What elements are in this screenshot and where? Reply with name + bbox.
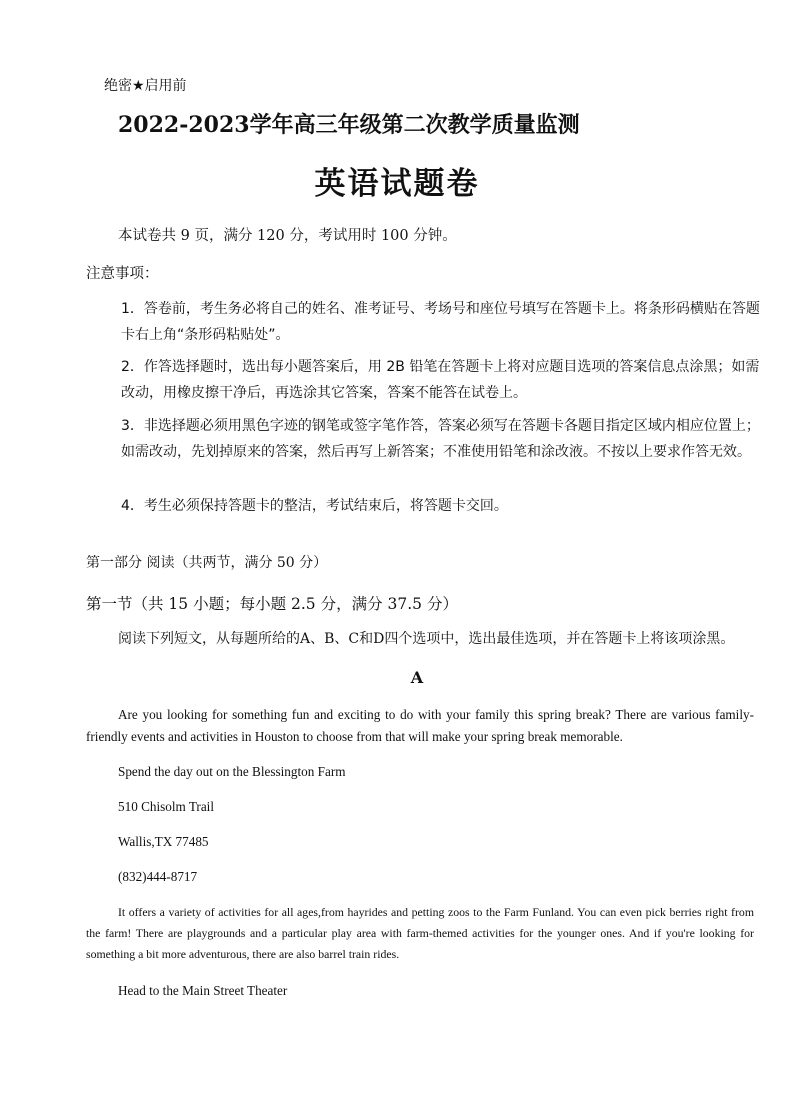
venue-title: Head to the Main Street Theater [118, 983, 288, 998]
subject-title: 英语试题卷 [314, 166, 480, 202]
venue-title: Spend the day out on the Blessington Farm [118, 764, 346, 779]
passage-intro-paragraph: Are you looking for something fun and exciting to do with your family this spring break? There are various family-friendly events and activities in Houston to choose from that will make your spring break memorable. [86, 707, 754, 744]
confidential-mark: 绝密★启用前 [104, 78, 187, 94]
notice-heading: 注意事项： [86, 266, 159, 282]
notice-item-2: 2．作答选择题时，选出每小题答案后，用 2B 铅笔在答题卡上将对应题目选项的答案信息点涂黑；如需改动，用橡皮擦干净后，再选涂其它答案，答案不能答在试卷上。 [121, 359, 760, 401]
exam-title: 2022-2023学年高三年级第二次教学质量监测 [118, 112, 580, 138]
exam-info: 本试卷共 9 页，满分 120 分，考试用时 100 分钟。 [118, 228, 457, 244]
notice-item-4: 4．考生必须保持答题卡的整洁，考试结束后，将答题卡交回。 [121, 498, 508, 514]
venue-city: Wallis,TX 77485 [118, 834, 209, 849]
section-instruction: 阅读下列短文，从每题所给的A、B、C和D四个选项中，选出最佳选项，并在答题卡上将该项涂黑。 [118, 631, 735, 647]
venue-phone: (832)444-8717 [118, 869, 198, 884]
notice-item-3: 3．非选择题必须用黑色字迹的钢笔或签字笔作答，答案必须写在答题卡各题目指定区域内相应位置上；如需改动，先划掉原来的答案，然后再写上新答案；不准使用铅笔和涂改液。不按以上要求作答无效。 [121, 418, 760, 460]
notice-item-1: 1．答卷前，考生务必将自己的姓名、准考证号、考场号和座位号填写在答题卡上。将条形码横贴在答题卡右上角“条形码粘贴处”。 [121, 301, 760, 343]
venue-description: It offers a variety of activities for all ages,from hayrides and petting zoos to the Farm Funland. You can even pick berries right from the farm! There are playgrounds and a particular play area with farm-themed activities for the younger ones. And if you're looking for something a bit more adventurous, there are also barrel train rides. [86, 905, 754, 961]
venue-address: 510 Chisolm Trail [118, 799, 215, 814]
part-heading: 第一部分 阅读（共两节，满分 50 分） [86, 555, 328, 571]
passage-label: A [410, 668, 424, 687]
section-heading: 第一节（共 15 小题；每小题 2.5 分，满分 37.5 分） [86, 595, 458, 613]
